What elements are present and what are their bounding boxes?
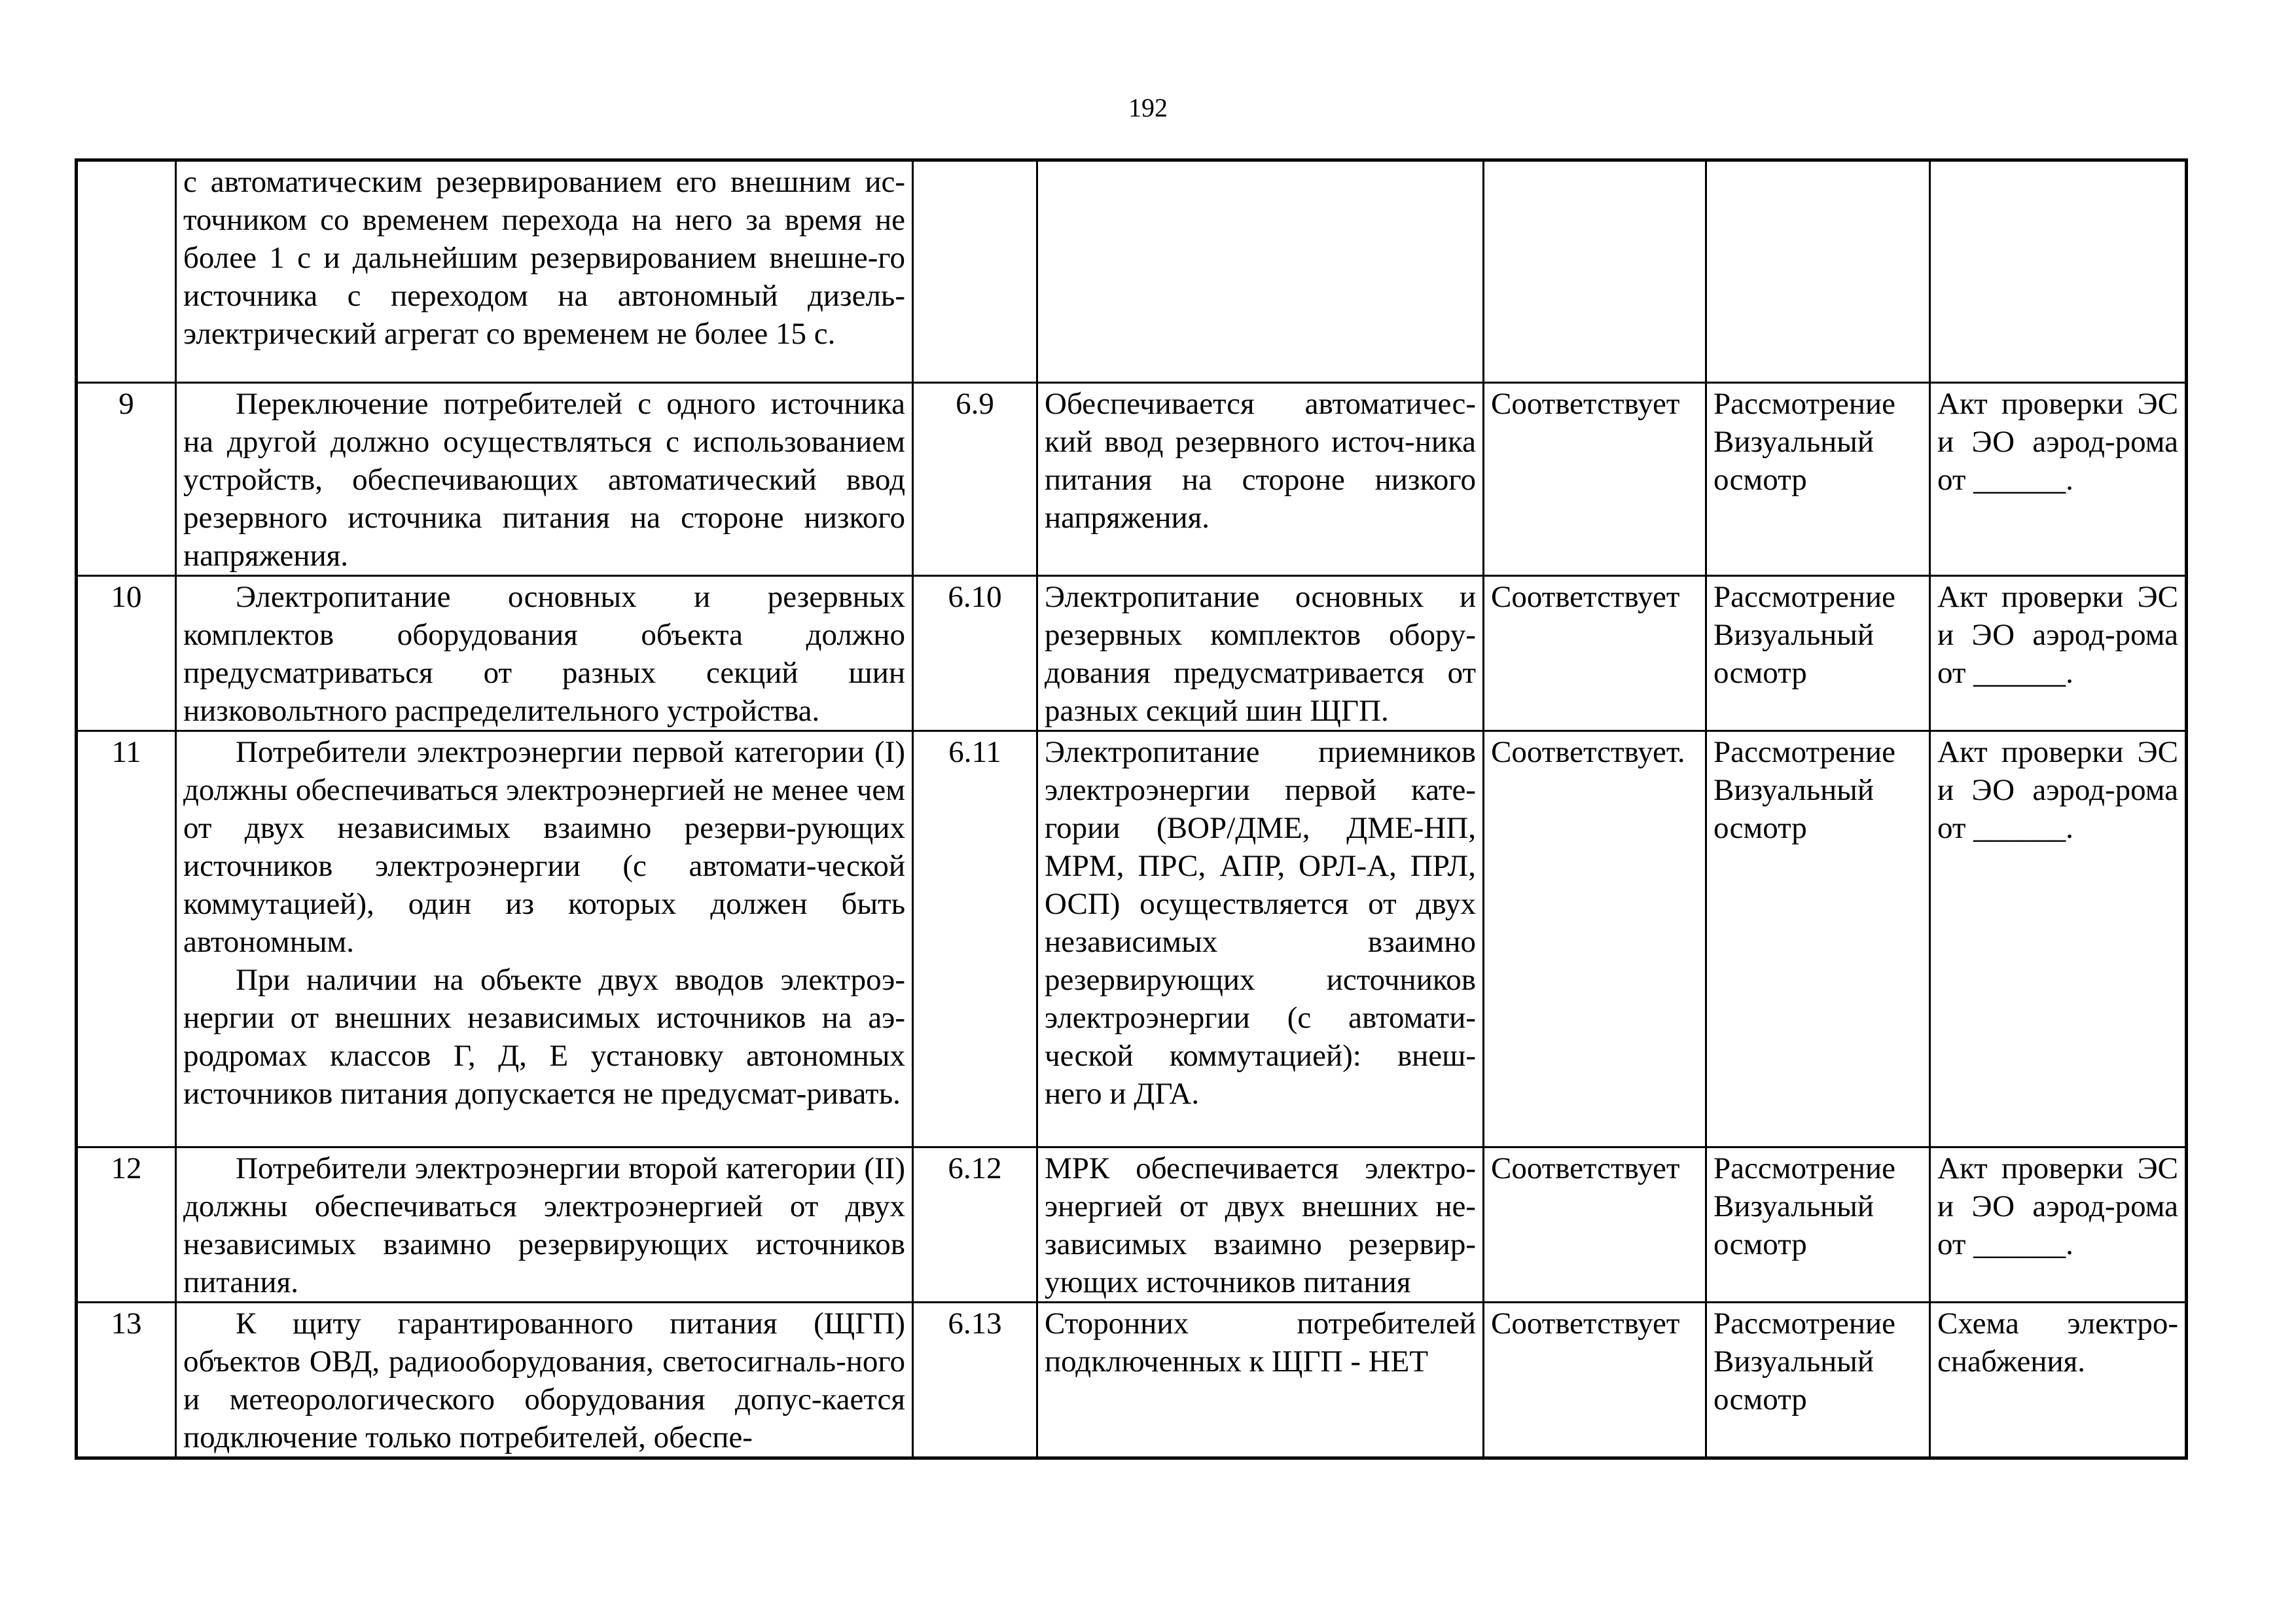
row-number-cell: 10 bbox=[77, 576, 176, 731]
conformity-cell bbox=[1484, 160, 1706, 383]
method-cell bbox=[1706, 160, 1930, 383]
requirement-paragraph: Потребители электроэнергии второй категории (II) должны обеспечиваться электроэнергией от двух независимых взаимно резервирующих источников питания. bbox=[183, 1151, 905, 1299]
requirement-paragraph: с автоматическим резервированием его внешним ис-точником со временем перехода на него за время не более 1 с и дальнейшим резервированием внешне-го источника с переходом на автономный дизель-электрический агрегат со временем не более 15 с. bbox=[183, 165, 905, 351]
requirement-cell bbox=[176, 160, 913, 383]
table-row bbox=[77, 383, 2187, 576]
document-cell: Акт проверки ЭС и ЭО аэрод-рома от ______. bbox=[1930, 1147, 2187, 1303]
point-cell: 6.9 bbox=[913, 383, 1037, 576]
method-cell: Рассмотрение Визуальный осмотр bbox=[1706, 576, 1930, 731]
requirement-paragraph: При наличии на объекте двух вводов электроэ-нергии от внешних независимых источников на аэ-родромах классов Г, Д, Е установку автономных источников питания допускается не предусмат-ривать. bbox=[183, 963, 905, 1111]
point-cell: 6.10 bbox=[913, 576, 1037, 731]
requirement-cell bbox=[176, 383, 913, 576]
row-number-cell: 11 bbox=[77, 731, 176, 1147]
document-cell: Акт проверки ЭС и ЭО аэрод-рома от ______. bbox=[1930, 576, 2187, 731]
conformity-cell: Соответствует bbox=[1484, 383, 1706, 576]
fact-cell: Обеспечивается автоматичес-кий ввод резервного источ-ника питания на стороне низкого напряжения. bbox=[1037, 383, 1484, 576]
requirement-paragraph: К щиту гарантированного питания (ЩГП) объектов ОВД, радиооборудования, светосигналь-ного и метеорологического оборудования допус-кается подключение только потребителей, обеспе- bbox=[183, 1307, 905, 1454]
page-number: 192 bbox=[1128, 93, 1168, 122]
conformity-cell: Соответствует bbox=[1484, 576, 1706, 731]
row-number-cell: 9 bbox=[77, 383, 176, 576]
point-cell: 6.11 bbox=[913, 731, 1037, 1147]
requirement-cell bbox=[176, 576, 913, 731]
document-cell: Акт проверки ЭС и ЭО аэрод-рома от ______. bbox=[1930, 731, 2187, 1147]
fact-cell: Сторонних потребителей подключенных к ЩГП - НЕТ bbox=[1037, 1303, 1484, 1458]
table-row bbox=[77, 731, 2187, 1147]
row-number-cell: 12 bbox=[77, 1147, 176, 1303]
table-row bbox=[77, 1303, 2187, 1458]
conformity-cell: Соответствует. bbox=[1484, 731, 1706, 1147]
table-row bbox=[77, 160, 2187, 383]
method-cell: Рассмотрение Визуальный осмотр bbox=[1706, 1147, 1930, 1303]
point-cell: 6.13 bbox=[913, 1303, 1037, 1458]
document-cell: Схема электро-снабжения. bbox=[1930, 1303, 2187, 1458]
fact-cell: Электропитание основных и резервных комплектов обору-дования предусматривается от разных секций шин ЩГП. bbox=[1037, 576, 1484, 731]
fact-cell: МРК обеспечивается электро-энергией от двух внешних не-зависимых взаимно резервир-ующих источников питания bbox=[1037, 1147, 1484, 1303]
row-number-cell bbox=[77, 160, 176, 383]
fact-cell: Электропитание приемников электроэнергии первой кате-гории (ВОР/ДМЕ, ДМЕ-НП, МРМ, ПРС, АПР, ОРЛ-А, ПРЛ, ОСП) осуществляется от двух независимых взаимно резервирующих источников электроэнергии (с автомати-ческой коммутацией): внеш-него и ДГА. bbox=[1037, 731, 1484, 1147]
compliance-table bbox=[75, 158, 2188, 1460]
document-cell bbox=[1930, 160, 2187, 383]
requirement-cell bbox=[176, 731, 913, 1147]
row-number-cell: 13 bbox=[77, 1303, 176, 1458]
table-row bbox=[77, 1147, 2187, 1303]
conformity-cell: Соответствует bbox=[1484, 1303, 1706, 1458]
method-cell: Рассмотрение Визуальный осмотр bbox=[1706, 1303, 1930, 1458]
method-cell: Рассмотрение Визуальный осмотр bbox=[1706, 383, 1930, 576]
requirement-cell bbox=[176, 1147, 913, 1303]
requirement-cell bbox=[176, 1303, 913, 1458]
table-row bbox=[77, 576, 2187, 731]
point-cell bbox=[913, 160, 1037, 383]
document-cell: Акт проверки ЭС и ЭО аэрод-рома от ______. bbox=[1930, 383, 2187, 576]
requirement-paragraph: Потребители электроэнергии первой категории (I) должны обеспечиваться электроэнергией не менее чем от двух независимых взаимно резерви-рующих источников электроэнергии (с автомати-ческой коммутацией), один из которых должен быть автономным. bbox=[183, 735, 905, 959]
conformity-cell: Соответствует bbox=[1484, 1147, 1706, 1303]
fact-cell bbox=[1037, 160, 1484, 383]
point-cell: 6.12 bbox=[913, 1147, 1037, 1303]
method-cell: Рассмотрение Визуальный осмотр bbox=[1706, 731, 1930, 1147]
requirement-paragraph: Переключение потребителей с одного источника на другой должно осуществляться с использованием устройств, обеспечивающих автоматический ввод резервного источника питания на стороне низкого напряжения. bbox=[183, 387, 905, 573]
requirement-paragraph: Электропитание основных и резервных комплектов оборудования объекта должно предусматриваться от разных секций шин низковольтного распределительного устройства. bbox=[183, 580, 905, 728]
